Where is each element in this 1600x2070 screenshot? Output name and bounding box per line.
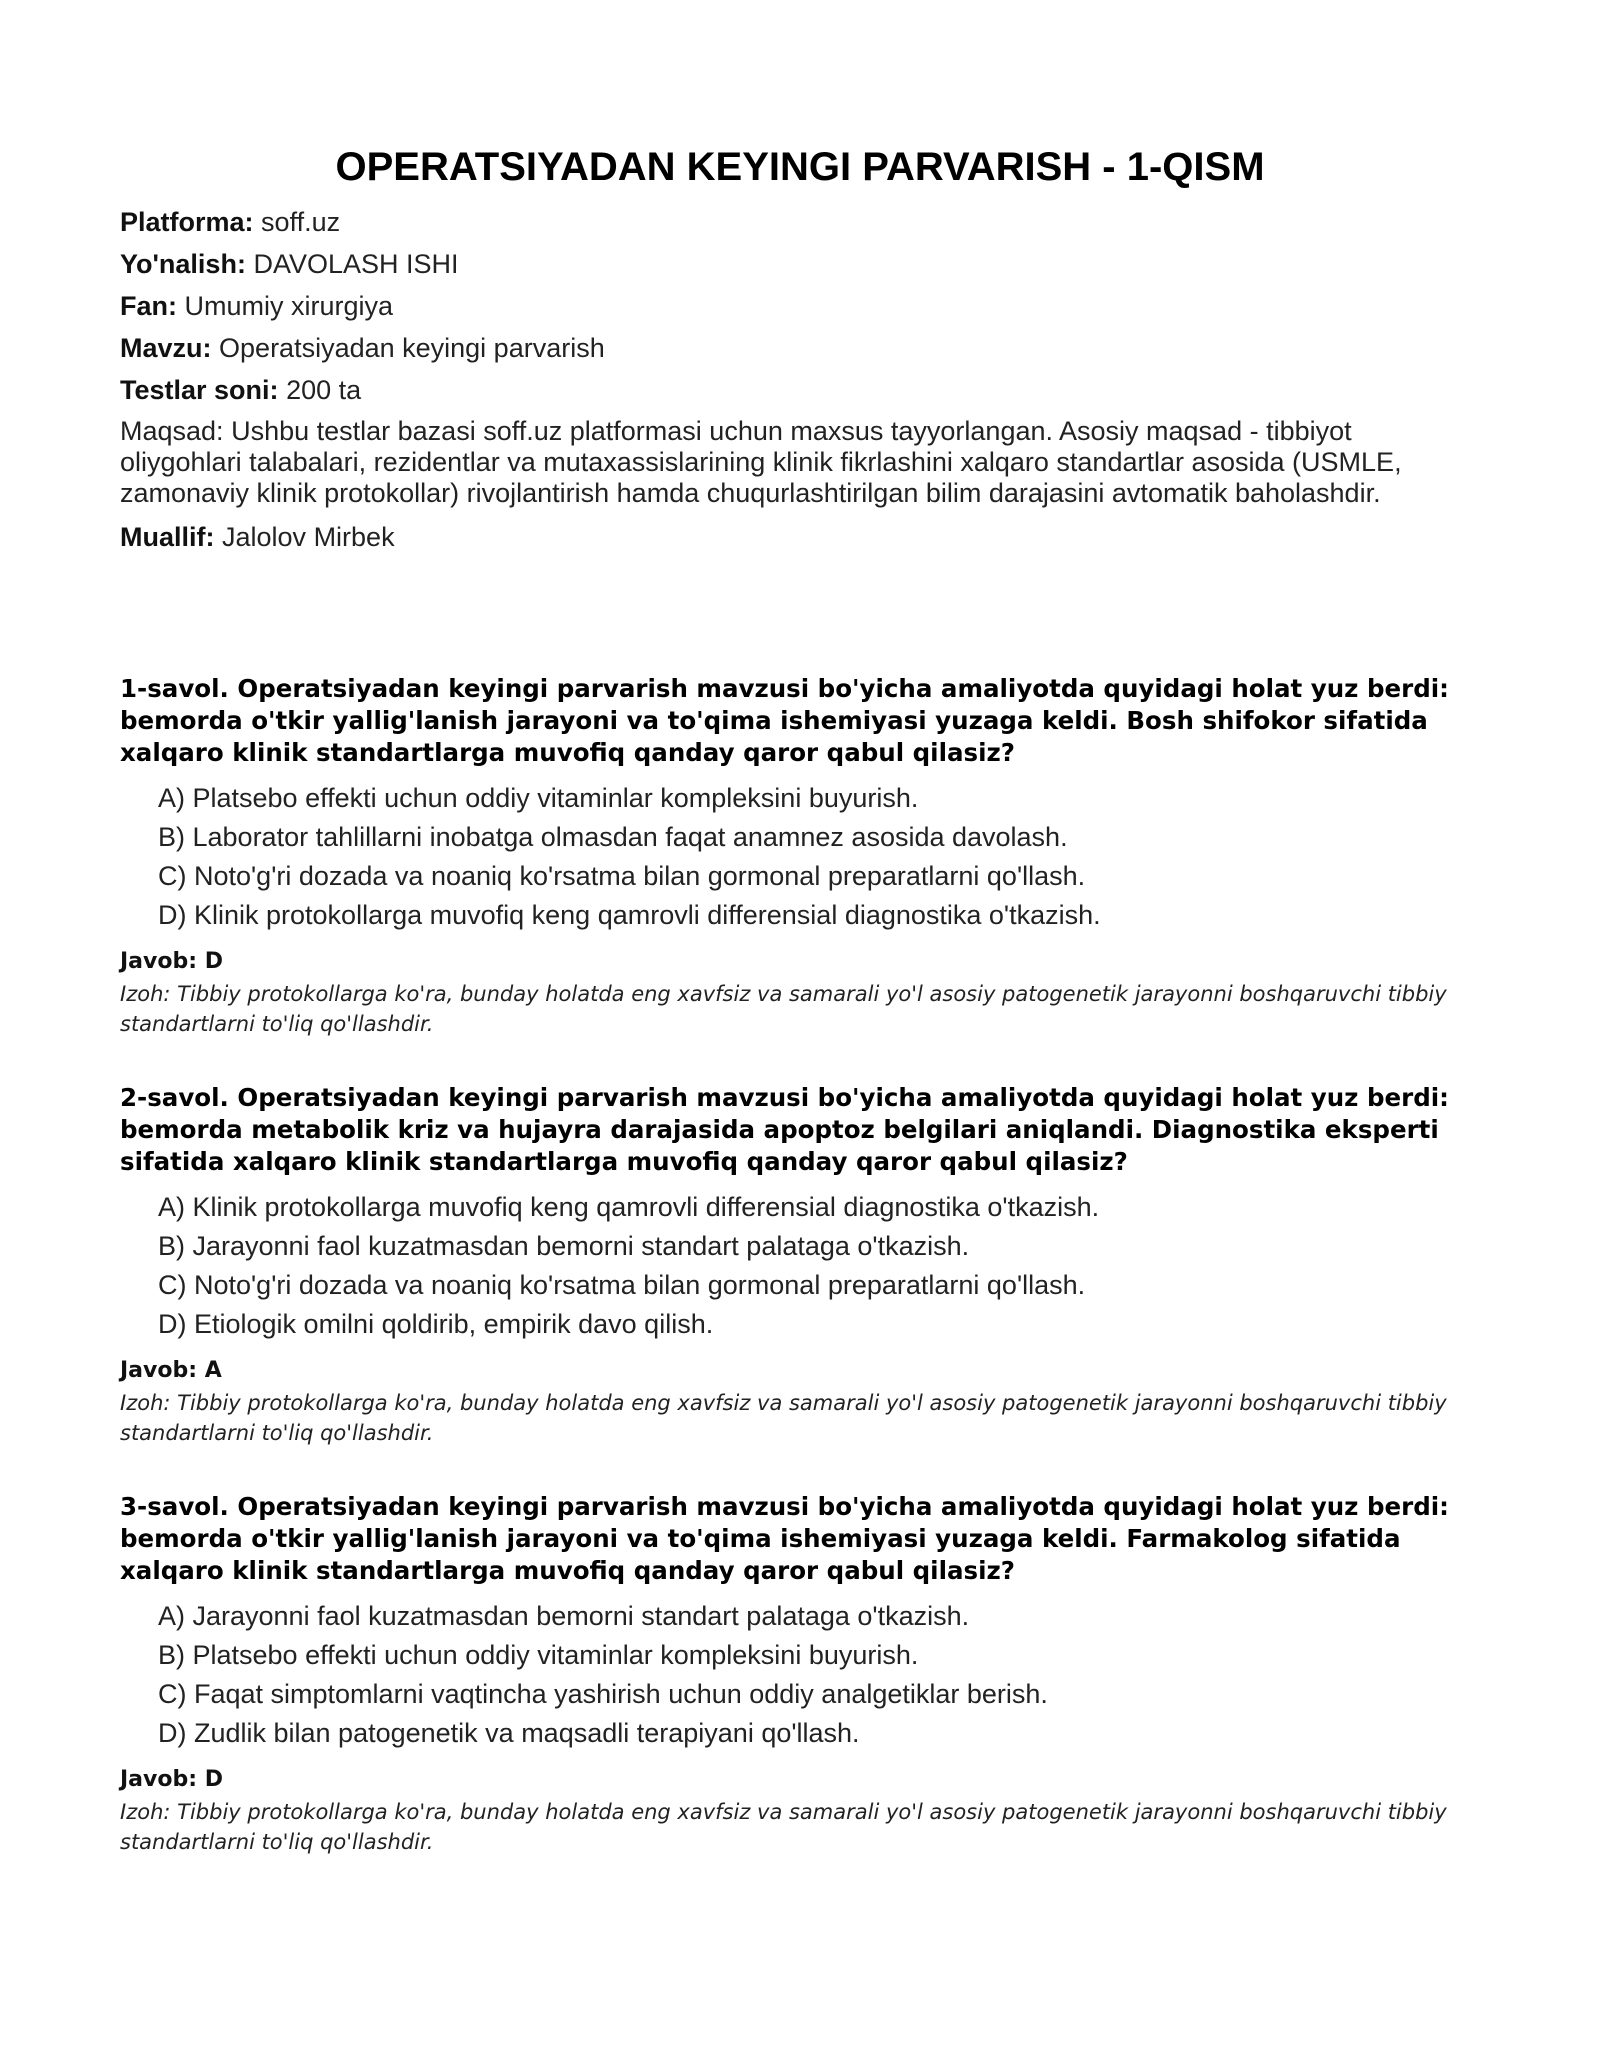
meta-direction bbox=[120, 246, 1460, 288]
question-text: 1-savol. Operatsiyadan keyingi parvarish mavzusi bo'yicha amaliyotda quyidagi holat yuz berdi: bemorda o'tkir yallig'lanish jarayoni va to'qima ishemiyasi yuzaga keldi. Bosh shifokor sifatida xalqaro klinik standartlarga muvofiq qanday qaror qabul qilasiz? bbox=[120, 674, 1449, 767]
option-c: C) Faqat simptomlarni vaqtincha yashirish uchun oddiy analgetiklar berish. bbox=[158, 1679, 1048, 1709]
answer: Javob: D bbox=[120, 949, 223, 974]
meta-subject bbox=[120, 288, 1460, 330]
document-meta bbox=[120, 204, 1460, 561]
meta-test-count bbox=[120, 372, 1460, 414]
meta-value: Ushbu testlar bazasi soff.uz platformasi uchun maxsus tayyorlangan. Asosiy maqsad - tibbiyot oliygohlari talabalari, rezidentlar va mutaxassislarining klinik fikrlashini xalqaro standartlar asosida (USMLE, zamonaviy klinik protokollar) rivojlantirish hamda chuqurlashtirilgan bilim darajasini avtomatik baholashdir. bbox=[120, 416, 1402, 508]
options-list bbox=[158, 779, 1460, 935]
meta-label: Muallif: bbox=[120, 522, 215, 552]
question-2 bbox=[120, 1082, 1460, 1491]
meta-author bbox=[120, 519, 1460, 561]
meta-label: Yo'nalish: bbox=[120, 249, 246, 279]
option-b: B) Platsebo effekti uchun oddiy vitaminlar kompleksini buyurish. bbox=[158, 1640, 919, 1670]
option-d: D) Etiologik omilni qoldirib, empirik davo qilish. bbox=[158, 1309, 714, 1339]
meta-value: DAVOLASH ISHI bbox=[253, 249, 459, 279]
document-title: OPERATSIYADAN KEYINGI PARVARISH - 1-QISM bbox=[335, 144, 1265, 189]
option-b: B) Laborator tahlillarni inobatga olmasdan faqat anamnez asosida davolash. bbox=[158, 822, 1068, 852]
explanation: Izoh: Tibbiy protokollarga ko'ra, bunday holatda eng xavfsiz va samarali yo'l asosiy patogenetik jarayonni boshqaruvchi tibbiy standartlarni to'liq qo'llashdir. bbox=[120, 1800, 1447, 1854]
option-b: B) Jarayonni faol kuzatmasdan bemorni standart palataga o'tkazish. bbox=[158, 1231, 970, 1261]
meta-platform bbox=[120, 204, 1460, 246]
meta-value: soff.uz bbox=[261, 207, 341, 237]
question-list bbox=[120, 673, 1460, 1900]
meta-value: 200 ta bbox=[286, 375, 362, 405]
option-a: A) Klinik protokollarga muvofiq keng qamrovli differensial diagnostika o'tkazish. bbox=[158, 1192, 1100, 1222]
options-list bbox=[158, 1188, 1460, 1344]
meta-label: Testlar soni: bbox=[120, 375, 279, 405]
meta-goal bbox=[120, 416, 1460, 509]
meta-value: Jalolov Mirbek bbox=[222, 522, 395, 552]
option-d: D) Klinik protokollarga muvofiq keng qamrovli differensial diagnostika o'tkazish. bbox=[158, 900, 1101, 930]
explanation: Izoh: Tibbiy protokollarga ko'ra, bunday holatda eng xavfsiz va samarali yo'l asosiy patogenetik jarayonni boshqaruvchi tibbiy standartlarni to'liq qo'llashdir. bbox=[120, 982, 1447, 1036]
answer: Javob: D bbox=[120, 1767, 223, 1792]
meta-label: Fan: bbox=[120, 291, 177, 321]
option-c: C) Noto'g'ri dozada va noaniq ko'rsatma bilan gormonal preparatlarni qo'llash. bbox=[158, 1270, 1086, 1300]
answer: Javob: A bbox=[120, 1358, 222, 1383]
option-c: C) Noto'g'ri dozada va noaniq ko'rsatma bilan gormonal preparatlarni qo'llash. bbox=[158, 861, 1086, 891]
meta-value: Umumiy xirurgiya bbox=[184, 291, 394, 321]
meta-label: Mavzu: bbox=[120, 333, 212, 363]
option-a: A) Platsebo effekti uchun oddiy vitaminlar kompleksini buyurish. bbox=[158, 783, 919, 813]
option-a: A) Jarayonni faol kuzatmasdan bemorni standart palataga o'tkazish. bbox=[158, 1601, 970, 1631]
meta-value: Operatsiyadan keyingi parvarish bbox=[219, 333, 605, 363]
meta-topic bbox=[120, 330, 1460, 372]
question-1 bbox=[120, 673, 1460, 1082]
question-text: 2-savol. Operatsiyadan keyingi parvarish mavzusi bo'yicha amaliyotda quyidagi holat yuz berdi: bemorda metabolik kriz va hujayra darajasida apoptoz belgilari aniqlandi. Diagnostika eksperti sifatida xalqaro klinik standartlarga muvofiq qanday qaror qabul qilasiz? bbox=[120, 1083, 1449, 1176]
question-text: 3-savol. Operatsiyadan keyingi parvarish mavzusi bo'yicha amaliyotda quyidagi holat yuz berdi: bemorda o'tkir yallig'lanish jarayoni va to'qima ishemiyasi yuzaga keldi. Farmakolog sifatida xalqaro klinik standartlarga muvofiq qanday qaror qabul qilasiz? bbox=[120, 1492, 1449, 1585]
option-d: D) Zudlik bilan patogenetik va maqsadli terapiyani qo'llash. bbox=[158, 1718, 860, 1748]
meta-label: Platforma: bbox=[120, 207, 254, 237]
question-3 bbox=[120, 1491, 1460, 1900]
options-list bbox=[158, 1597, 1460, 1753]
explanation: Izoh: Tibbiy protokollarga ko'ra, bunday holatda eng xavfsiz va samarali yo'l asosiy patogenetik jarayonni boshqaruvchi tibbiy standartlarni to'liq qo'llashdir. bbox=[120, 1391, 1447, 1445]
meta-label: Maqsad: bbox=[120, 416, 224, 446]
